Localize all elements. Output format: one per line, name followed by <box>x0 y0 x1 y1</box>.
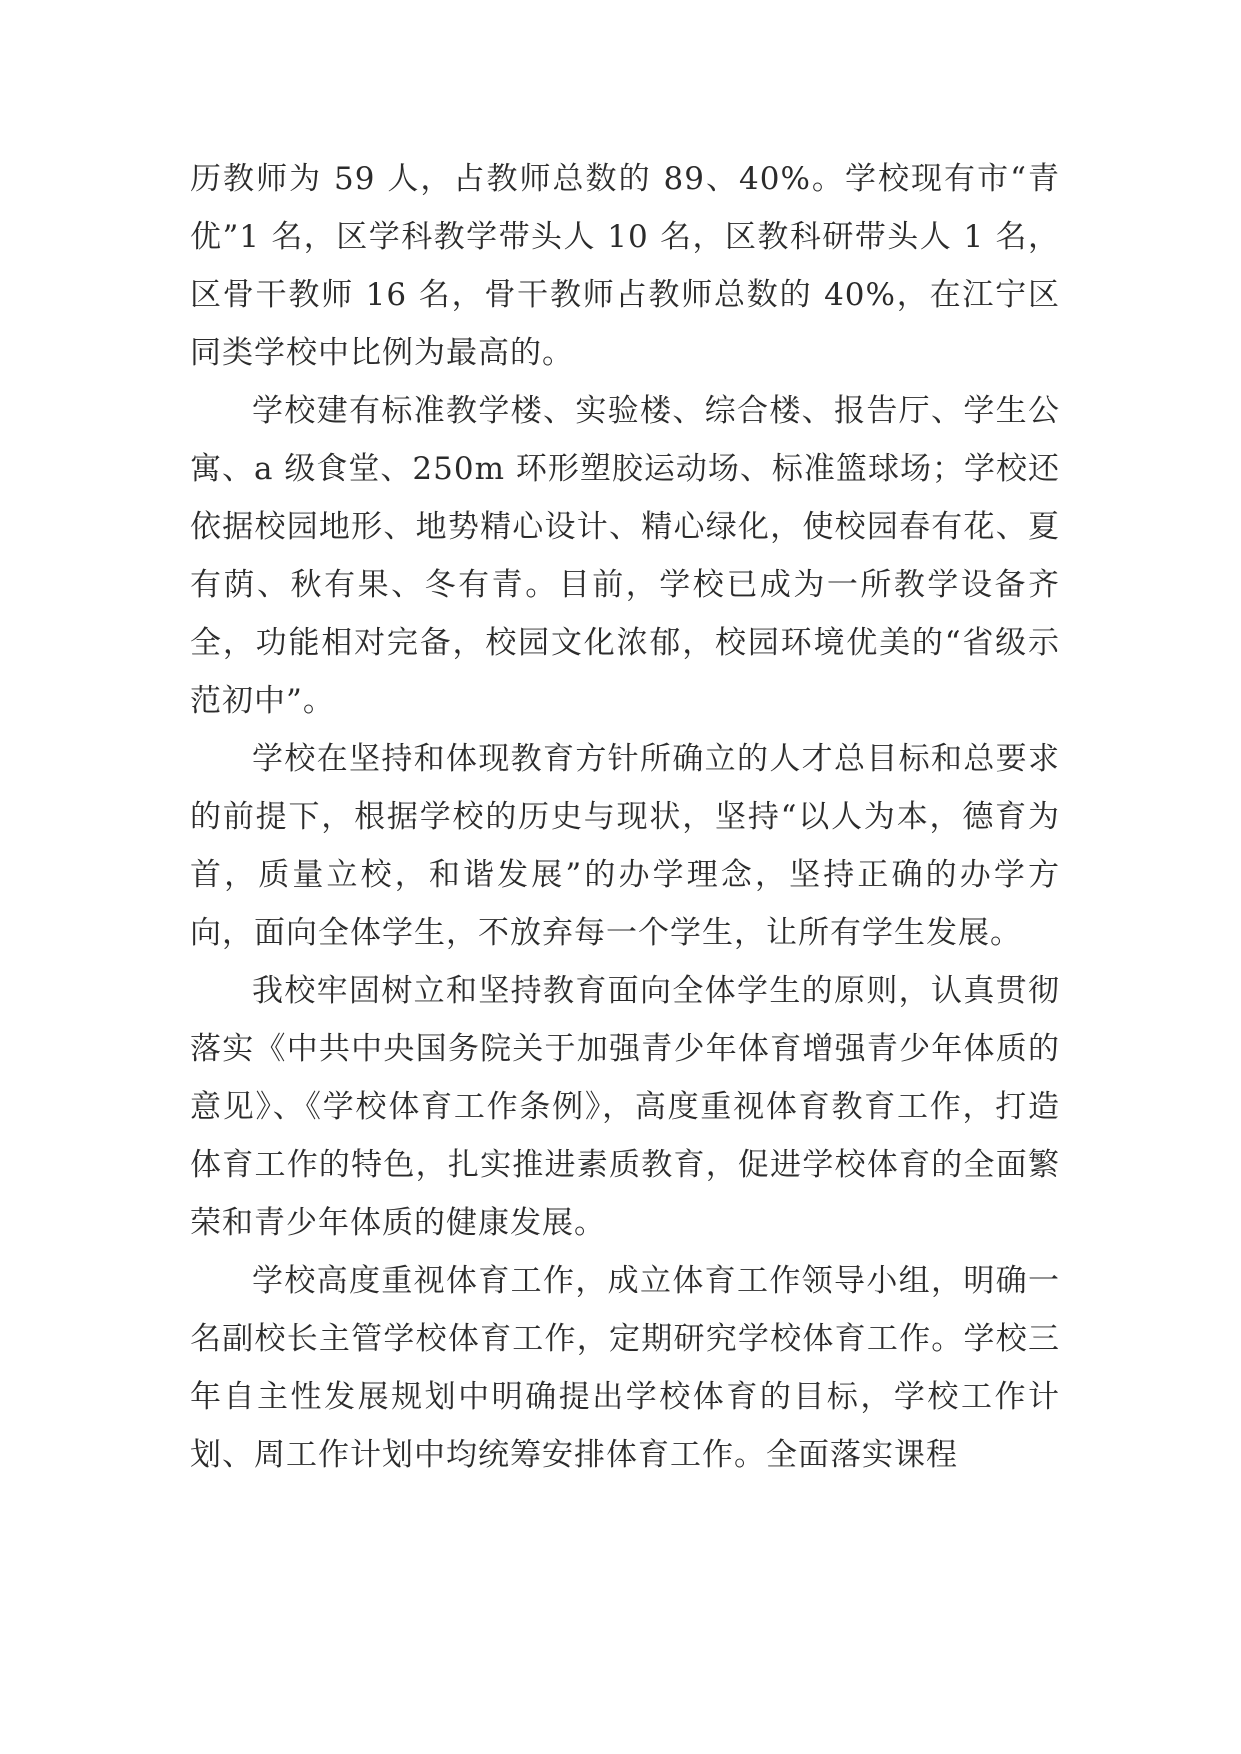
paragraph-school-philosophy: 学校在坚持和体现教育方针所确立的人才总目标和总要求的前提下，根据学校的历史与现状，坚持“以人为本，德育为首，质量立校，和谐发展”的办学理念，坚持正确的办学方向，面向全体学生，不放弃每一个学生，让所有学生发展。 <box>190 741 1060 951</box>
paragraph-education-principles: 我校牢固树立和坚持教育面向全体学生的原则，认真贯彻落实《中共中央国务院关于加强青少年体育增强青少年体质的意见》、《学校体育工作条例》，高度重视体育教育工作，打造体育工作的特色，扎实推进素质教育，促进学校体育的全面繁荣和青少年体质的健康发展。 <box>190 973 1060 1241</box>
document-page <box>190 150 1060 1484</box>
paragraph-teacher-statistics: 历教师为 59 人，占教师总数的 89、40%。学校现有市“青优”1 名，区学科教学带头人 10 名，区教科研带头人 1 名，区骨干教师 16 名，骨干教师占教师总数的 40%，在江宁区同类学校中比例为最高的。 <box>190 161 1060 371</box>
paragraph-school-facilities: 学校建有标准教学楼、实验楼、综合楼、报告厅、学生公寓、a 级食堂、250m 环形塑胶运动场、标准篮球场；学校还依据校园地形、地势精心设计、精心绿化，使校园春有花、夏有荫、秋有果、冬有青。目前，学校已成为一所教学设备齐全，功能相对完备，校园文化浓郁，校园环境优美的“省级示范初中”。 <box>190 393 1060 719</box>
paragraph-sports-work: 学校高度重视体育工作，成立体育工作领导小组，明确一名副校长主管学校体育工作，定期研究学校体育工作。学校三年自主性发展规划中明确提出学校体育的目标，学校工作计划、周工作计划中均统筹安排体育工作。全面落实课程 <box>190 1263 1060 1473</box>
